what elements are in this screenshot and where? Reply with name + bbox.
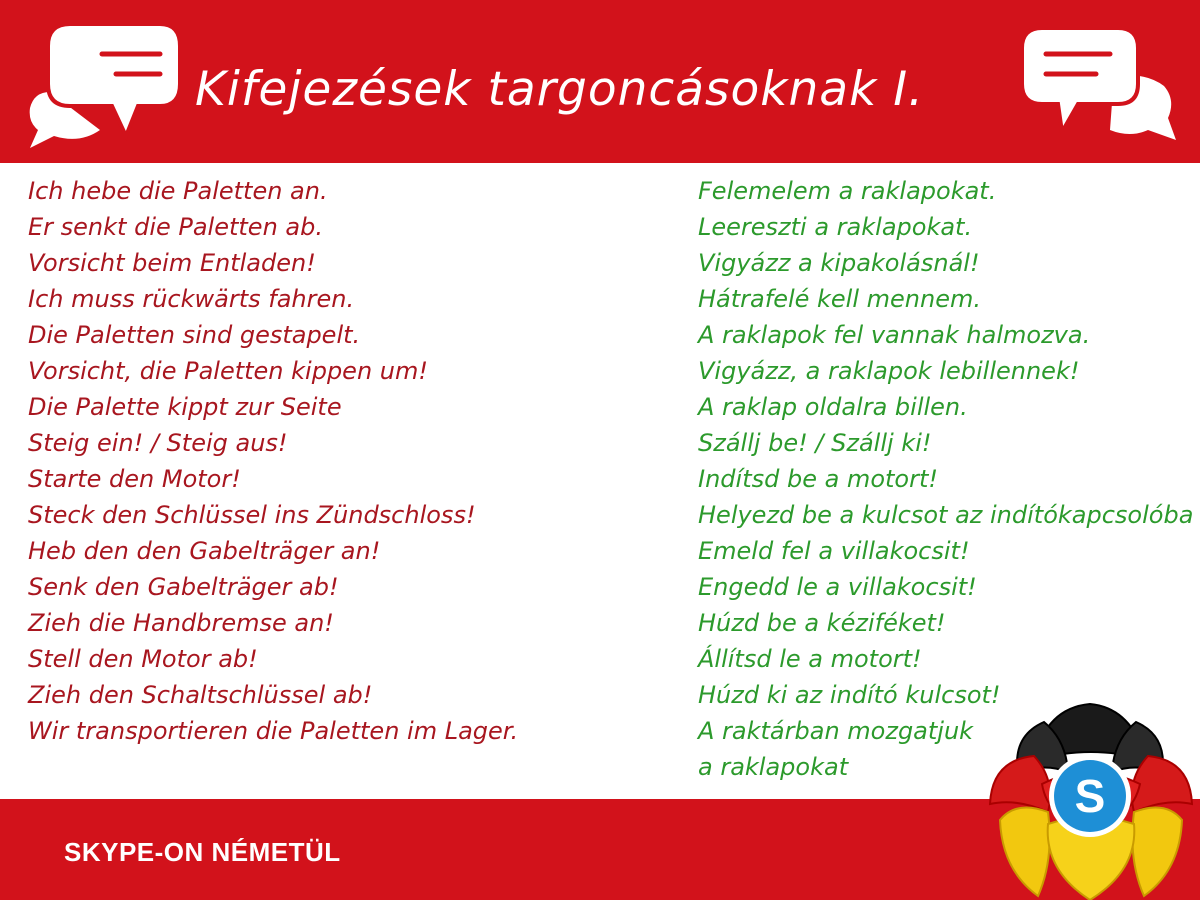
german-phrase: Die Paletten sind gestapelt. — [28, 321, 361, 349]
hungarian-phrase: Vigyázz a kipakolásnál! — [698, 249, 980, 277]
hungarian-phrase: Leereszti a raklapokat. — [698, 213, 973, 241]
hungarian-column — [698, 173, 1193, 785]
hungarian-phrase: Indítsd be a motort! — [698, 465, 938, 493]
german-phrase: Steck den Schlüssel ins Zündschloss! — [28, 501, 476, 529]
german-phrase: Heb den den Gabelträger an! — [28, 537, 381, 565]
page-title: Kifejezések targoncásoknak I. — [195, 62, 925, 117]
german-phrase: Senk den Gabelträger ab! — [28, 573, 339, 601]
german-phrase: Die Palette kippt zur Seite — [28, 393, 342, 421]
skype-flower-logo-icon — [982, 700, 1200, 900]
german-phrase: Vorsicht beim Entladen! — [28, 249, 316, 277]
german-phrase: Steig ein! / Steig aus! — [28, 429, 288, 457]
german-phrase: Er senkt die Paletten ab. — [28, 213, 323, 241]
hungarian-phrase: Engedd le a villakocsit! — [698, 573, 977, 601]
hungarian-phrase: Szállj be! / Szállj ki! — [698, 429, 932, 457]
german-phrase: Vorsicht, die Paletten kippen um! — [28, 357, 428, 385]
hungarian-phrase: A raklap oldalra billen. — [698, 393, 968, 421]
hungarian-phrase: Hátrafelé kell mennem. — [698, 285, 981, 313]
hungarian-phrase: Állítsd le a motort! — [698, 645, 922, 673]
header-banner — [0, 0, 1200, 163]
chat-bubbles-icon — [20, 12, 180, 152]
german-phrase: Ich hebe die Paletten an. — [28, 177, 328, 205]
hungarian-phrase: Helyezd be a kulcsot az indítókapcsolóba — [698, 501, 1194, 529]
hungarian-phrase: Felemelem a raklapokat. — [698, 177, 997, 205]
hungarian-phrase: A raktárban mozgatjuk — [698, 717, 974, 745]
german-phrase — [28, 749, 518, 785]
german-phrase: Wir transportieren die Paletten im Lager. — [28, 717, 519, 745]
german-phrase: Zieh die Handbremse an! — [28, 609, 334, 637]
chat-bubbles-icon — [1018, 20, 1178, 150]
german-column — [28, 173, 518, 785]
hungarian-phrase: Vigyázz, a raklapok lebillennek! — [698, 357, 1080, 385]
hungarian-phrase: a raklapokat — [698, 753, 849, 781]
german-phrase: Stell den Motor ab! — [28, 645, 258, 673]
hungarian-phrase: Húzd ki az indító kulcsot! — [698, 681, 1001, 709]
brand-name: SKYPE-ON NÉMETÜL — [64, 837, 341, 867]
german-phrase: Ich muss rückwärts fahren. — [28, 285, 355, 313]
german-phrase: Starte den Motor! — [28, 465, 241, 493]
hungarian-phrase: A raklapok fel vannak halmozva. — [698, 321, 1091, 349]
german-phrase: Zieh den Schaltschlüssel ab! — [28, 681, 373, 709]
hungarian-phrase: Emeld fel a villakocsit! — [698, 537, 970, 565]
hungarian-phrase: Húzd be a kéziféket! — [698, 609, 946, 637]
logo-letter: S — [1074, 770, 1106, 822]
